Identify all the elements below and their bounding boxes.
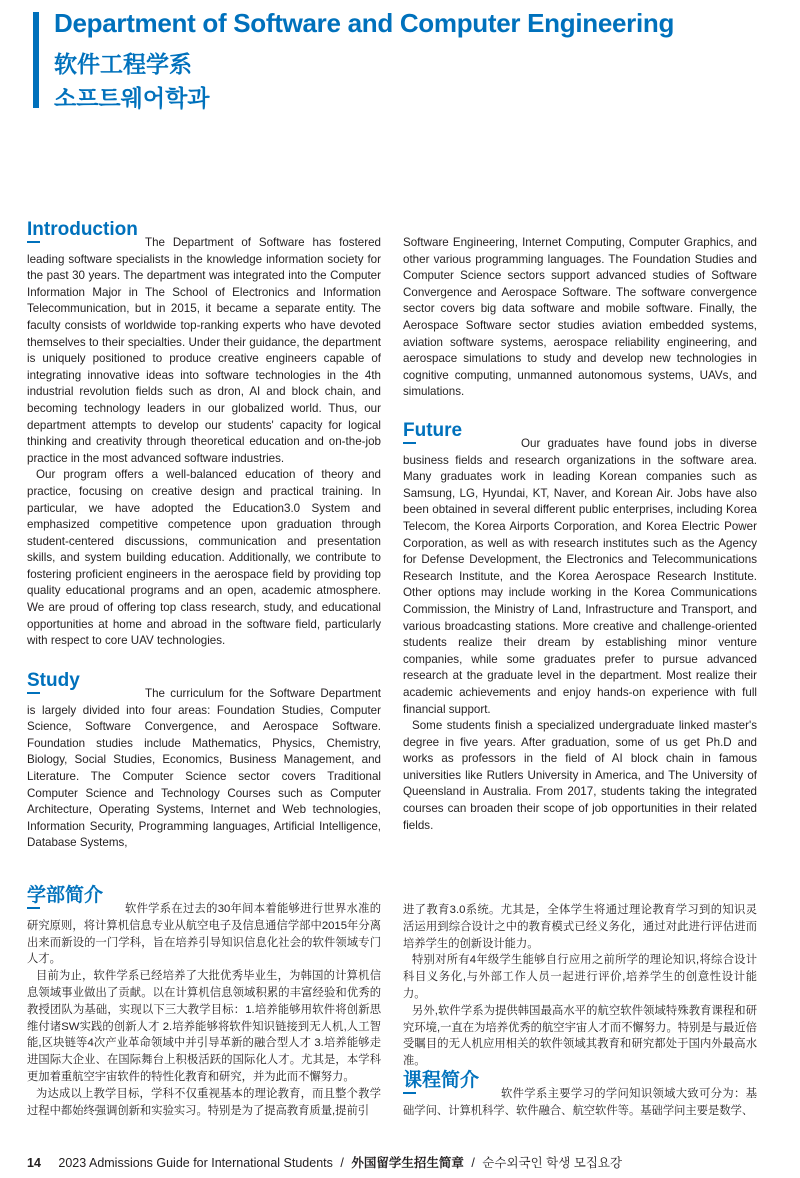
page-footer (27, 1153, 622, 1171)
chinese-introduction-paragraph-3: 为达成以上教学目标，学科不仅重视基本的理论教育，而且整个教学过程中都始终强调创新和实验实习。特别是为了提高教育质量,提前引 (27, 1087, 381, 1117)
future-heading: Future (403, 420, 463, 441)
chinese-course-paragraph-1: 软件学系主要学习的学问知识领域大致可分为：基础学问、计算机科学、软件融合、航空软件等。基础学问主要是数学、 (403, 1088, 757, 1117)
introduction-paragraph-1: The Department of Software has fostered leading software specialists in the knowledge information society for the past 30 years. The department was integrated into the Computer Information Major in The School of Electronics and Information Telecommunication, but in 2015, it became a separate entity. The faculty consists of worldwide top-ranking experts who have devoted themselves to their specialties. Under their guidance, the department is uniquely positioned to produce creative engineers capable of integrating innovative ideas into software technologies in the 4th industrial revolution fields such as dron, AI and block chain, and becoming technology leaders in our globalized world. Thus, our department attempts to develop our students' capacity for logical thinking and creativity through theoretical education and on-the-job practice in the most advanced software industries. (27, 236, 381, 465)
footer-guide-chinese: 外国留学生招生简章 (351, 1156, 464, 1170)
chinese-introduction-continued (403, 902, 757, 1070)
future-paragraph-2: Some students finish a specialized undergraduate linked master's degree in five years. After graduation, some of us get Ph.D and works as professors in the field of AI block chain in famous universities like Rutlers University in America, and The University of Queensland in Australia. From 2017, students taking the integrated courses can broaden their scope of job opportunities in their related fields. (403, 719, 757, 832)
introduction-paragraph-2: Our program offers a well-balanced education of theory and practice, focusing on creative design and practical training. In particular, we have adopted the Education3.0 System and emphasized competitive competence upon graduation through student-centered discussions, communication and presentation skills, and system building education. Additionally, we contribute to fostering proficient engineers in the aerospace field by providing top quality educational programs and an open, academic atmosphere. We are proud of offering top class research, study, and educational opportunities at home and abroad in the software field, particularly with respect to core UAV technologies. (27, 468, 381, 648)
chinese-introduction-section (27, 885, 381, 1119)
chinese-introduction-paragraph-3-continued: 进了教育3.0系统。尤其是，全体学生将通过理论教育学习到的知识灵活运用到综合设计之中的教育模式已经义务化，通过对此进行评估进而培养学生的创新设计能力。 (403, 904, 757, 950)
study-section-continued (403, 235, 757, 401)
introduction-section (27, 219, 381, 650)
footer-guide-english: 2023 Admissions Guide for International Students (58, 1156, 333, 1170)
title-accent-bar (33, 12, 39, 108)
study-section (27, 670, 381, 852)
study-paragraph-1-continued: Software Engineering, Internet Computing, Computer Graphics, and other various programming languages. The Foundation Studies and Computer Science sectors support advanced studies of Software Convergence and Aerospace Software. The software convergence sector covers big data software and mobile software. Finally, the Aerospace Software sector studies aviation embedded systems, aviation software systems, aerospace reliability engineering, and aerospace simulations to study and develop new technologies in cognitive computing, unmanned autonomous systems, UAVs, and simulations. (403, 236, 757, 399)
study-paragraph-1: The curriculum for the Software Department is largely divided into four areas: Foundation Studies, Computer Science, Software Convergence, and Aerospace Software. Foundation studies include Mathematics, Physics, Chemistry, Biology, Social Studies, Economics, Business Management, and Literature. The Computer Science sector covers Traditional Computer Science and Technology Courses such as Computer Architecture, Operating Systems, Internet and Web technologies, Information Security, Programming languages, Artificial Intelligence, Database Systems, (27, 687, 381, 850)
footer-separator: / (471, 1156, 475, 1170)
chinese-introduction-heading: 学部简介 (27, 885, 104, 906)
chinese-introduction-paragraph-4: 特别对所有4年级学生能够自行应用之前所学的理论知识,将综合设计科目义务化,与外部工作人员一起进行评价,培养学生的创意性设计能力。 (403, 954, 757, 1000)
footer-separator: / (340, 1156, 344, 1170)
chinese-course-section (403, 1070, 757, 1120)
chinese-introduction-paragraph-5: 另外,软件学系为提供韩国最高水平的航空软件领域特殊教育课程和研究环境,一直在为培养优秀的航空宇宙人才而不懈努力。特别是与最近倍受瞩目的无人机应用相关的软件领域其教育和研究都处于国内外最高水准。 (403, 1004, 757, 1068)
page-title-english: Department of Software and Computer Engineering (54, 8, 675, 38)
study-heading: Study (27, 670, 80, 691)
future-paragraph-1: Our graduates have found jobs in diverse business fields and research organizations in the software area. Many graduates work in leading Korean companies such as Samsung, LG, Hyundai, KT, Naver, and Korean Air. Jobs have also been obtained in several different public enterprises, including Korea Telecom, the Korea Airports Corporation, and Korea Electric Power Corporation, as well as with research institutes such as the Agency for Defense Development, the Electronics and Telecommunications Research Institute, and the Korea Aerospace Research Institute. Other options may include working in the Korea Communications Commission, the Ministry of Land, Infrastructure and Transport, and various broadcasting stations. More creative and challenge-oriented students realize their dream by establishing minor venture companies, while some graduates prefer to pursue advanced research at the graduate level in the department. Most realize their academic achievements and enjoy hands-on experience with full financial support. (403, 437, 757, 716)
chinese-introduction-paragraph-2: 目前为止，软件学系已经培养了大批优秀毕业生，为韩国的计算机信息领域事业做出了贡献。以在计算机信息领域积累的丰富经验和优秀的教授团队为基础，实现以下三大教学目标：1.培养能够用软件将创新思维付诸SW实践的创新人才 2.培养能够将软件知识链接到无人机,人工智能,区块链等4次产业革命领域中并引导革新的融合型人才 3.培养能够走进国际大企业、在国际舞台上积极活跃的国际化人才。尤其是，本学科更加着重航空宇宙软件的特性化教育和研究，并为此而不懈努力。 (27, 970, 381, 1083)
chinese-course-heading: 课程简介 (403, 1070, 480, 1091)
future-section (403, 420, 757, 834)
chinese-introduction-paragraph-1: 软件学系在过去的30年间本着能够进行世界水准的研究原则，将计算机信息专业从航空电子及信息通信学部中2015年分离出来而新设的一门学科，旨在培养引导知识信息化社会的软件领域专门人才。 (27, 903, 381, 966)
page-title-korean: 소프트웨어학과 (54, 85, 210, 111)
introduction-heading: Introduction (27, 219, 138, 240)
footer-guide-korean: 순수외국인 학생 모집요강 (482, 1156, 623, 1170)
page-title-chinese: 软件工程学系 (54, 51, 192, 77)
page-number: 14 (27, 1156, 41, 1170)
